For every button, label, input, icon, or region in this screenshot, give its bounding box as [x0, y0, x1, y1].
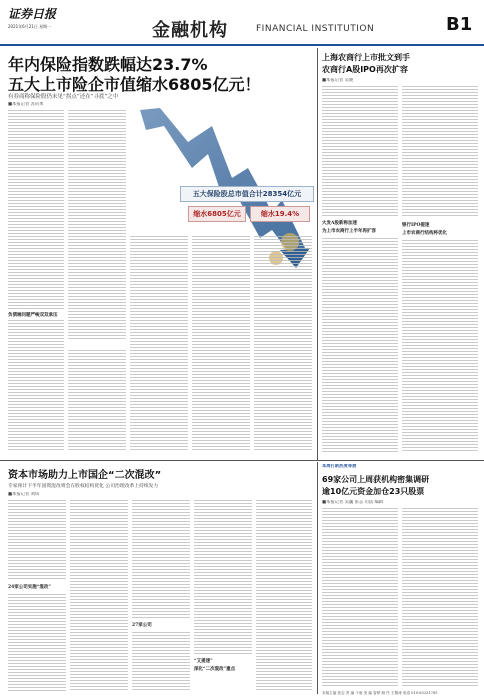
bottom-story-col3 — [132, 500, 190, 618]
lead-byline: ■本报记者 苏向果 — [8, 102, 44, 107]
down-arrow-shape — [140, 108, 306, 254]
right-story-subhead2: 为上市农商行上半年再扩容 — [322, 229, 376, 234]
lead-body-col3 — [68, 350, 126, 452]
bottom-story-col5 — [256, 500, 312, 692]
lead-body-col2 — [68, 110, 126, 340]
column-divider — [317, 48, 318, 460]
lead-title-line1: 年内保险指数跌幅达23.7% — [8, 55, 208, 74]
right-bottom-byline: ■本报记者 吴巍 张志 司法 编辑 — [322, 500, 384, 505]
tag-line: 本周打新热度等展 — [322, 464, 357, 469]
bottom-story-col1b — [8, 594, 66, 692]
section-divider — [0, 460, 484, 461]
right-story-subhead1: 大发A股新称加速 — [322, 221, 357, 226]
chart-ratio-label: 缩水19.4% — [250, 206, 310, 222]
right-bottom-title-line2: 逾10亿元资金加仓23只股票 — [322, 487, 425, 496]
bottom-story-subtitle: 专家预计下半年国资混改将会在股权结构优化 公司治理改革上持续发力 — [8, 484, 159, 489]
bottom-story-col3b — [132, 632, 190, 692]
lead-subhead: 负债端问题严峻双双承压 — [8, 313, 58, 318]
bottom-story-subhead3: “又提速” — [194, 659, 213, 664]
bottom-story-subhead2: 27家公司 — [132, 623, 152, 628]
lead-body-col1 — [8, 110, 64, 310]
lead-subtitle: 有券商称保险股仍未见“拐点”还在“寻底”之中 — [8, 94, 119, 100]
lead-body-col5 — [192, 236, 250, 452]
right-story-body-col3 — [322, 238, 398, 452]
right-story-byline: ■本报记者 吴晓 — [322, 78, 354, 83]
chart-total-label: 五大保险股总市值合计28354亿元 — [180, 186, 314, 202]
chart-shrink-label: 缩水6805亿元 — [188, 206, 246, 222]
column-divider-bottom — [317, 462, 318, 694]
newspaper-logo: 证券日报 — [8, 7, 57, 21]
lead-body-col6 — [254, 236, 312, 452]
right-story-subhead4: 上市农商行结构将优化 — [402, 231, 447, 236]
right-story-title-line2: 农商行A股IPO再次扩容 — [322, 65, 408, 74]
right-bottom-col1 — [322, 508, 398, 686]
bottom-story-subhead4: 深化“二次混改”重点 — [194, 667, 236, 672]
bottom-story-title: 资本市场助力上市国企“二次混改” — [8, 470, 162, 481]
right-story-body-col4 — [402, 240, 478, 452]
section-title: 金融机构 — [152, 20, 228, 41]
bottom-story-subhead1: 24家公司实施“混改” — [8, 585, 51, 590]
lead-title-line2: 五大上市险企市值缩水6805亿元！ — [8, 75, 261, 94]
right-story-body-col2 — [402, 86, 478, 218]
lead-body-col2b — [8, 320, 64, 452]
masthead — [0, 0, 484, 46]
right-story-subhead3: 银行IPO提速 — [402, 223, 430, 228]
bottom-story-col4 — [194, 500, 252, 654]
lead-body-col4 — [130, 236, 188, 452]
right-bottom-col2 — [402, 508, 478, 686]
right-story-title-line1: 上海农商行上市批文到手 — [322, 53, 410, 62]
right-story-body-col1 — [322, 86, 398, 216]
page-number: B1 — [446, 14, 473, 35]
bottom-story-col2 — [70, 500, 128, 692]
bottom-story-col1 — [8, 500, 66, 580]
bottom-story-byline: ■本报记者 刘琪 — [8, 492, 40, 497]
dateline: 2021年6月21日 星期一 — [8, 24, 52, 29]
page-footer: 本版主编 张志 责 编 于南 美 编 曾梦 制 作 王敬涛 电话 010-83251785 — [322, 691, 438, 695]
right-bottom-title-line1: 69家公司上周获机构密集调研 — [322, 475, 430, 484]
section-title-en: FINANCIAL INSTITUTION — [256, 24, 375, 34]
